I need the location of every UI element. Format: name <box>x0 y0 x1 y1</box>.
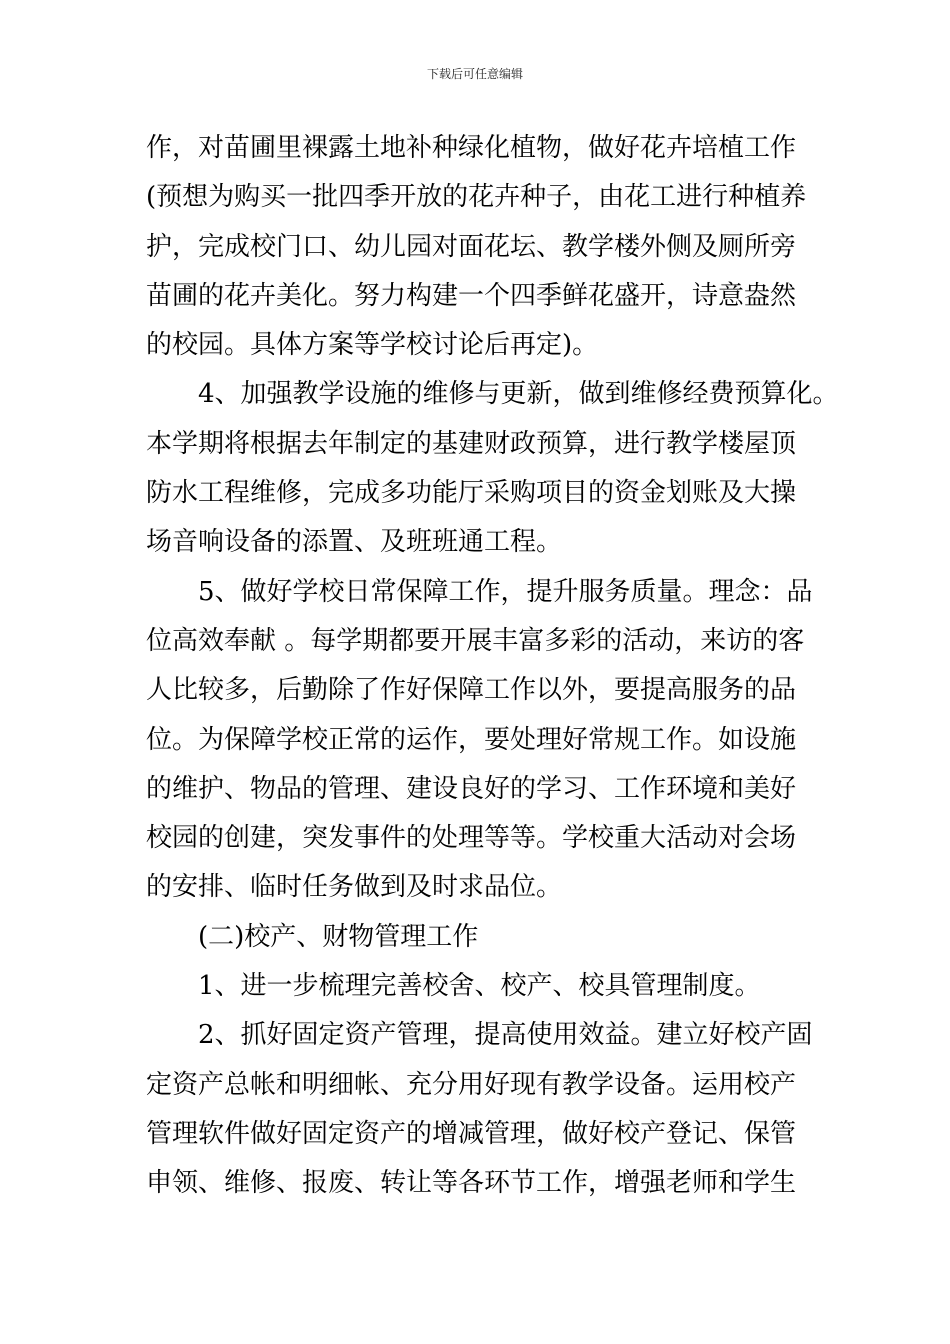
text-line: 5、做好学校日常保障工作，提升服务质量。理念：品 <box>198 576 813 607</box>
text-line: 防水工程维修，完成多功能厅采购项目的资金划账及大操 <box>146 478 797 509</box>
text-line: 本学期将根据去年制定的基建财政预算，进行教学楼屋顶 <box>146 428 797 459</box>
text-line: 管理软件做好固定资产的增减管理，做好校产登记、保管 <box>146 1118 797 1149</box>
text-line: 2、抓好固定资产管理，提高使用效益。建立好校产固 <box>198 1020 813 1051</box>
text-line: 校园的创建，突发事件的处理等等。学校重大活动对会场 <box>146 823 797 854</box>
text-line: 的维护、物品的管理、建设良好的学习、工作环境和美好 <box>146 773 797 804</box>
text-line: 4、加强教学设施的维修与更新，做到维修经费预算化。 <box>198 379 839 410</box>
text-line: 1、进一步梳理完善校舍、校产、校具管理制度。 <box>198 971 761 1002</box>
text-line: 苗圃的花卉美化。努力构建一个四季鲜花盛开，诗意盎然 <box>146 280 797 311</box>
text-line: 位。为保障学校正常的运作，要处理好常规工作。如设施 <box>146 724 797 755</box>
text-line: 的校园。具体方案等学校讨论后再定)。 <box>146 330 599 361</box>
section-heading: (二)校产、财物管理工作 <box>198 921 479 952</box>
text-line: 定资产总帐和明细帐、充分用好现有教学设备。运用校产 <box>146 1069 797 1100</box>
text-line: 人比较多，后勤除了作好保障工作以外，要提高服务的品 <box>146 675 797 706</box>
text-line: 位高效奉献 。每学期都要开展丰富多彩的活动，来访的客 <box>146 625 805 656</box>
text-line: 申领、维修、报废、转让等各环节工作，增强老师和学生 <box>146 1168 797 1199</box>
text-line: 场音响设备的添置、及班班通工程。 <box>146 527 563 558</box>
text-line: 护，完成校门口、幼儿园对面花坛、教学楼外侧及厕所旁 <box>146 231 797 262</box>
text-line: 作，对苗圃里裸露土地补种绿化植物，做好花卉培植工作 <box>146 133 797 163</box>
text-line: 的安排、临时任务做到及时求品位。 <box>146 872 563 903</box>
text-line: (预想为购买一批四季开放的花卉种子，由花工进行种植养 <box>146 182 807 213</box>
page-header: 下载后可任意编辑 <box>426 67 523 81</box>
document-body <box>146 124 839 1209</box>
